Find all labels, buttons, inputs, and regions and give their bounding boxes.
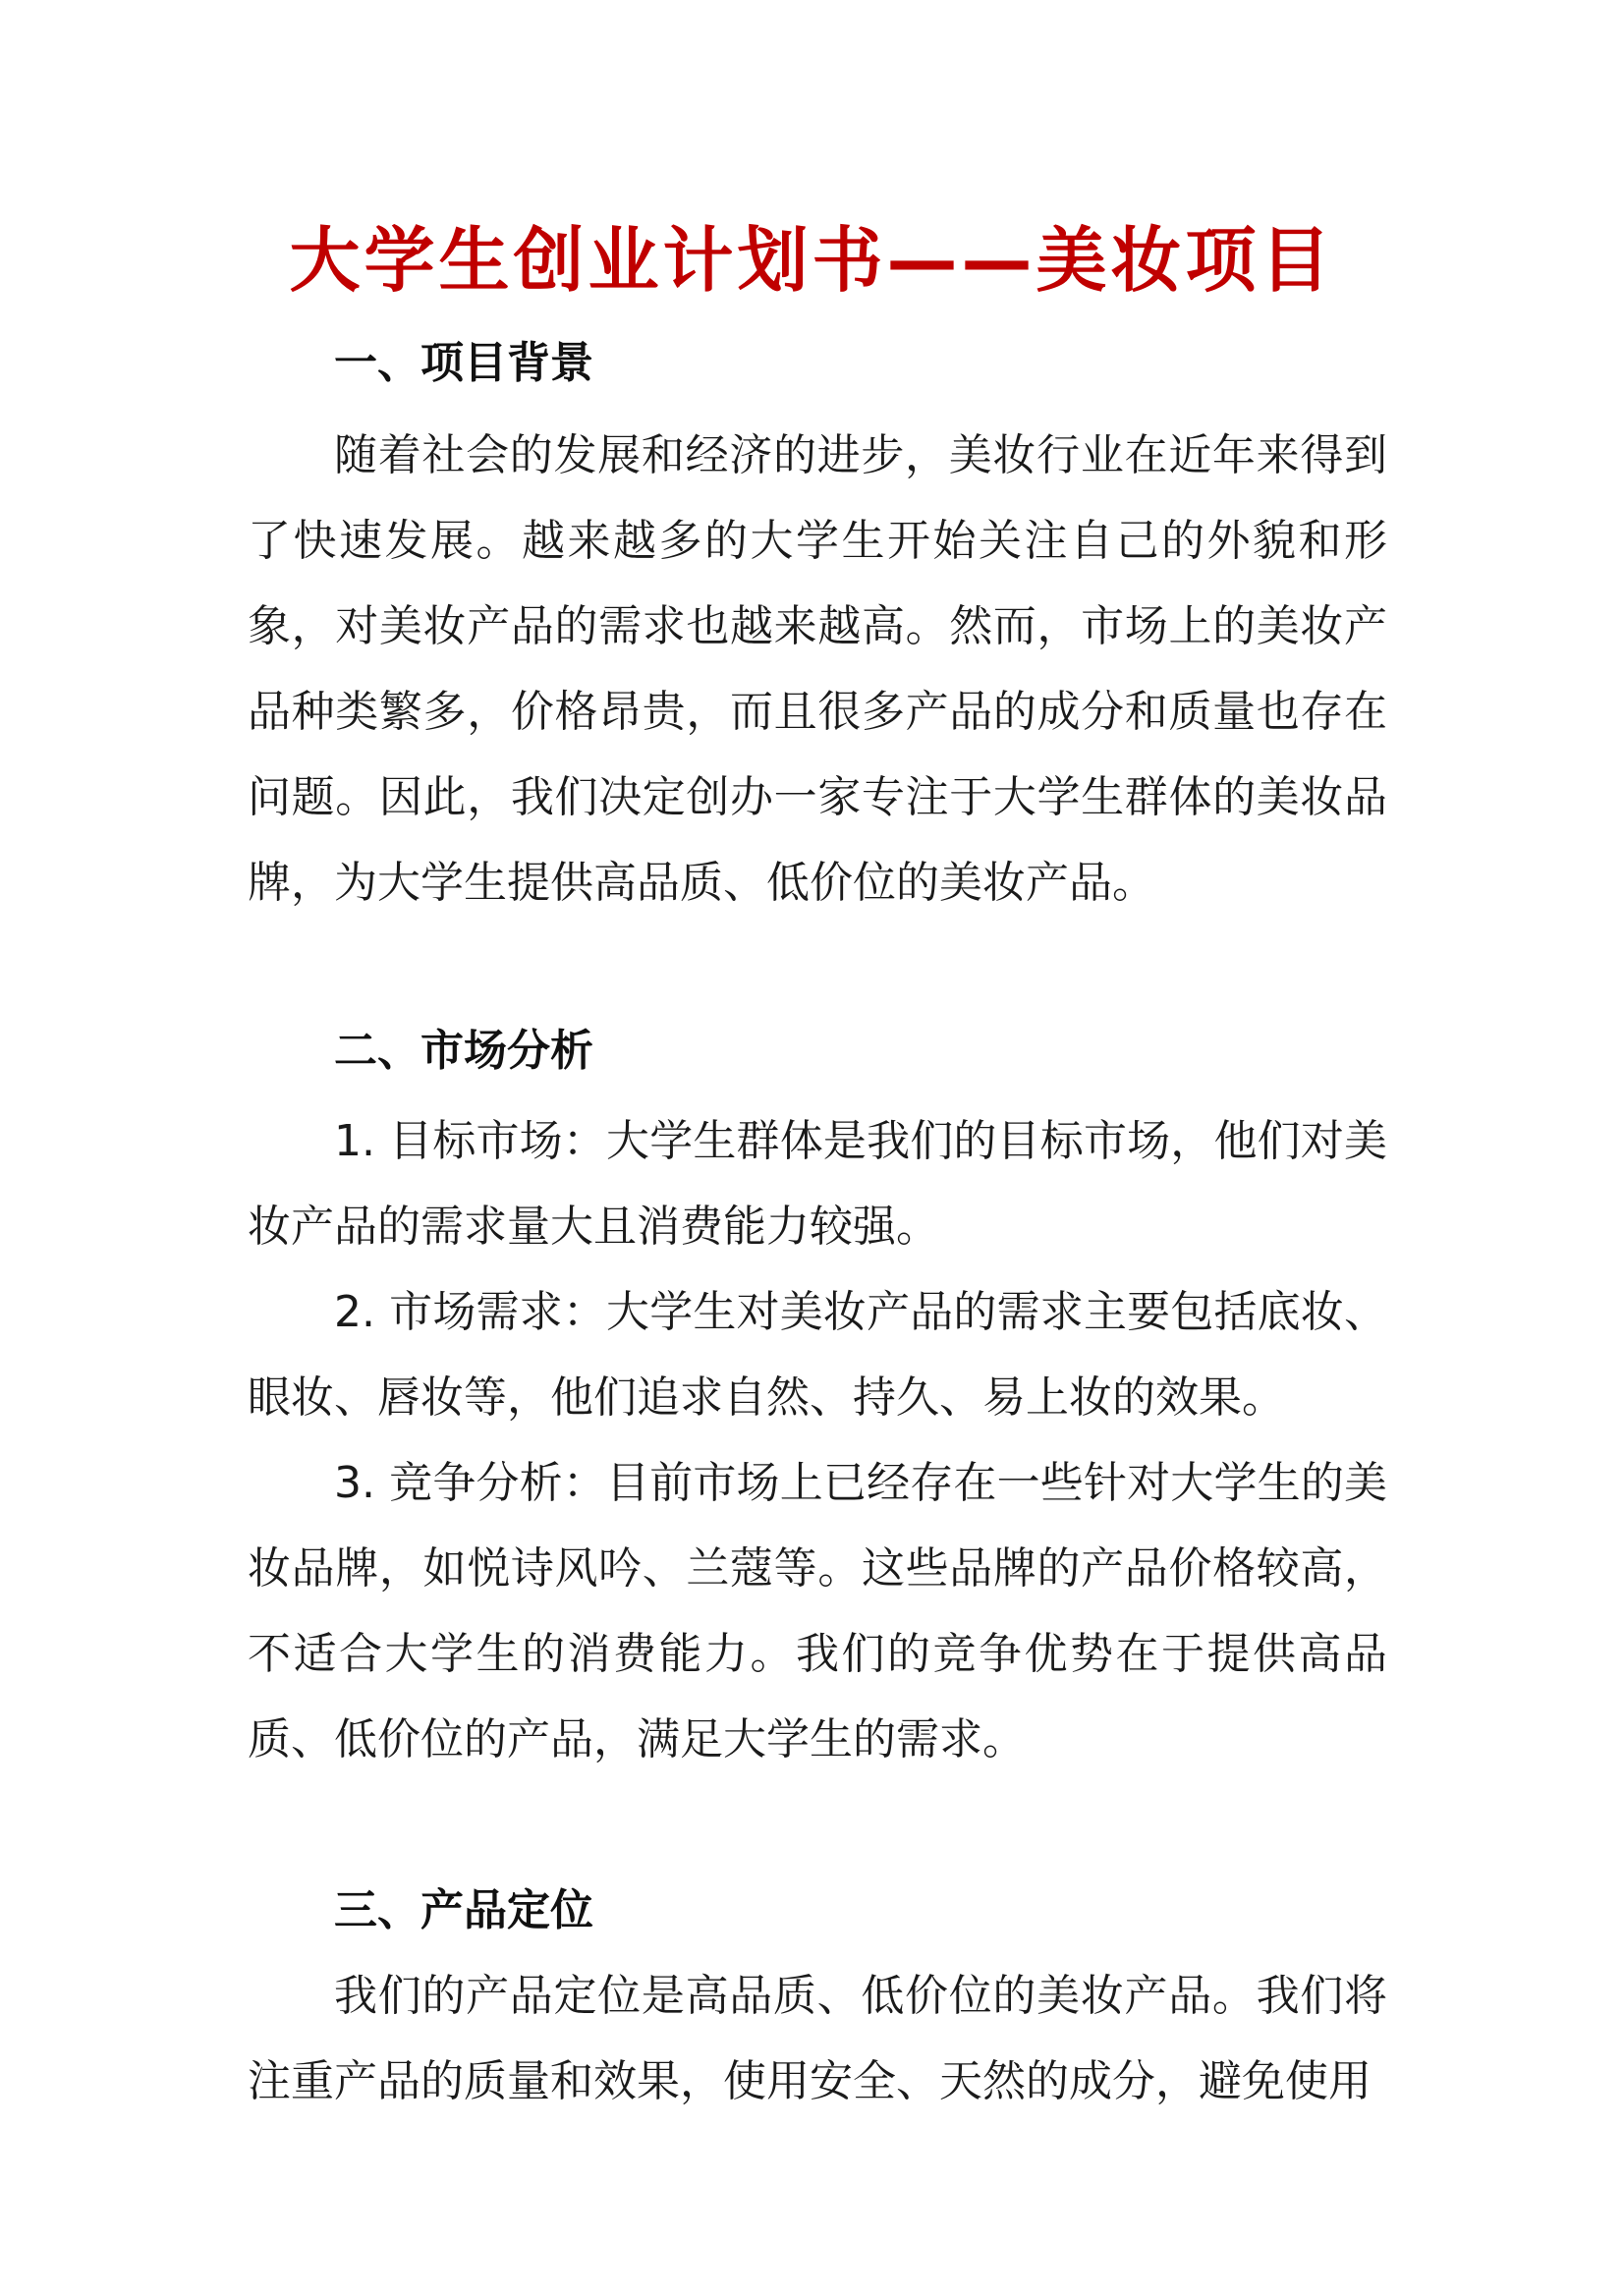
section-heading-market-analysis: 二、市场分析 (334, 1026, 593, 1076)
paragraph-product-positioning: 我们的产品定位是高品质、低价位的美妆产品。我们将注重产品的质量和效果，使用安全、天然的成分，避免使用 (248, 1971, 1387, 2106)
paragraph-background: 随着社会的发展和经济的进步，美妆行业在近年来得到了快速发展。越来越多的大学生开始关注自己的外貌和形象，对美妆产品的需求也越来越高。然而，市场上的美妆产品种类繁多，价格昂贵，而且很多产品的成分和质量也存在问题。因此，我们决定创办一家专注于大学生群体的美妆品牌，为大学生提供高品质、低价位的美妆产品。 (248, 430, 1387, 908)
paragraph-market-demand: 2. 市场需求：大学生对美妆产品的需求主要包括底妆、眼妆、唇妆等，他们追求自然、持久、易上妆的效果。 (248, 1287, 1387, 1423)
paragraph-competition-analysis: 3. 竞争分析：目前市场上已经存在一些针对大学生的美妆品牌，如悦诗风吟、兰蔻等。这些品牌的产品价格较高，不适合大学生的消费能力。我们的竞争优势在于提供高品质、低价位的产品，满足大学生的需求。 (248, 1458, 1387, 1764)
document-title: 大学生创业计划书——美妆项目 (289, 219, 1335, 302)
section-heading-background: 一、项目背景 (334, 338, 593, 388)
section-heading-product-positioning: 三、产品定位 (334, 1885, 593, 1935)
paragraph-target-market: 1. 目标市场：大学生群体是我们的目标市场，他们对美妆产品的需求量大且消费能力较强。 (248, 1116, 1387, 1252)
